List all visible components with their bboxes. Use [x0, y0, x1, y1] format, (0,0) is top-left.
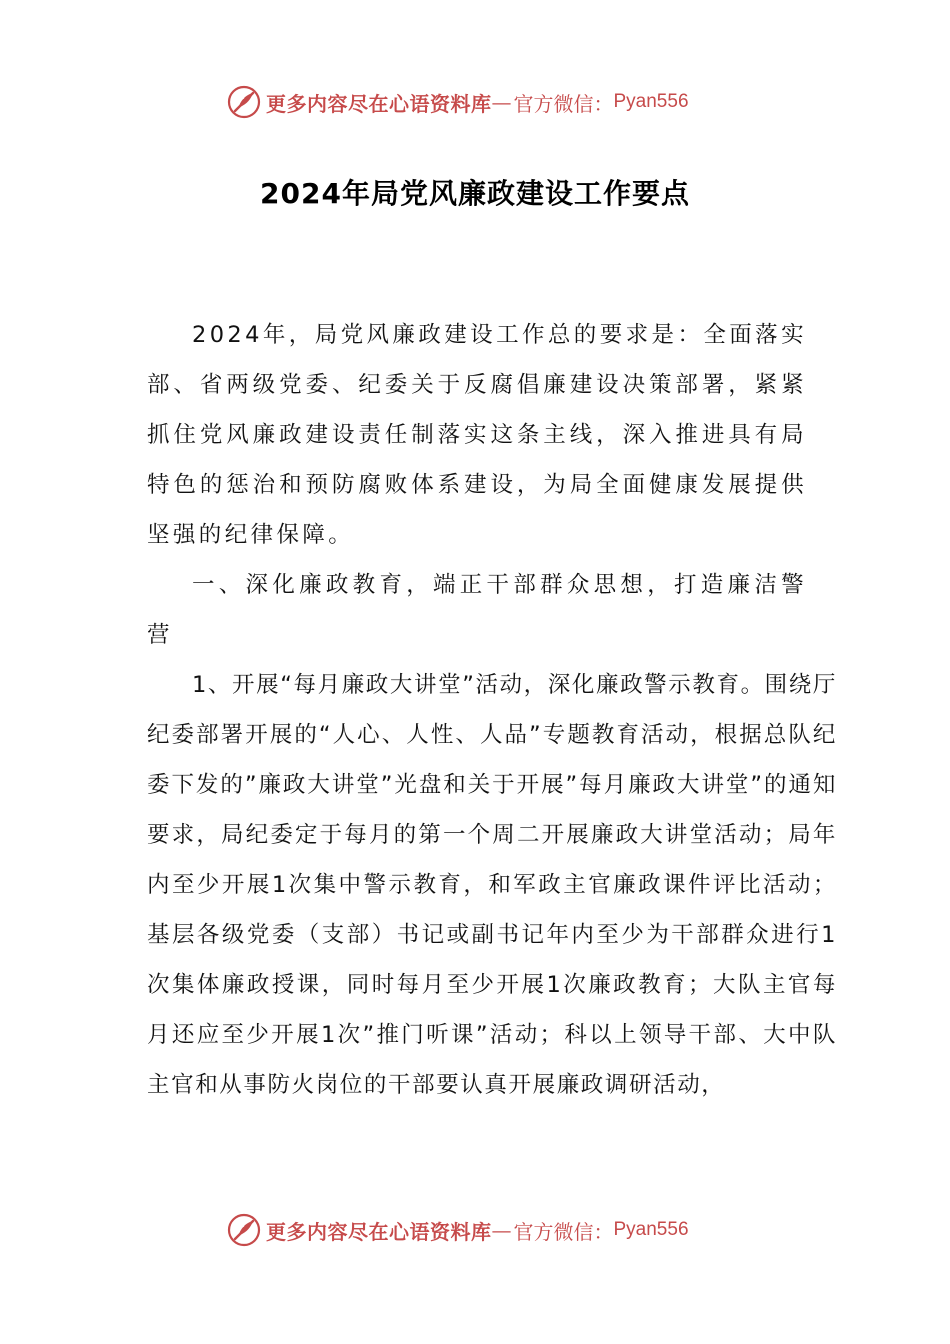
watermark-brand: 更多内容尽在心语资料库 [266, 91, 492, 116]
document-title: 2024年局党风廉政建设工作要点 [260, 177, 690, 210]
quill-logo-icon [226, 1212, 262, 1248]
watermark-wechat-label: 官方微信： [513, 1219, 614, 1244]
watermark-wechat-id: Pyan556 [613, 91, 689, 112]
document-body [147, 310, 837, 1110]
watermark-brand: 更多内容尽在心语资料库 [266, 1219, 492, 1244]
section-heading-1: 一、深化廉政教育，端正干部群众思想，打造廉洁警营 [147, 572, 807, 648]
header-watermark [226, 82, 689, 122]
watermark-separator: — [491, 1218, 512, 1242]
watermark-wechat-label: 官方微信： [513, 91, 614, 116]
paragraph-item-1: 1、开展“每月廉政大讲堂”活动，深化廉政警示教育。围绕厅纪委部署开展的“人心、人性、人品”专题教育活动，根据总队纪委下发的”廉政大讲堂”光盘和关于开展”每月廉政大讲堂”的通知要求，局纪委定于每月的第一个周二开展廉政大讲堂活动；局年内至少开展1次集中警示教育，和军政主官廉政课件评比活动；基层各级党委（支部）书记或副书记年内至少为干部群众进行1次集体廉政授课，同时每月至少开展1次廉政教育；大队主官每月还应至少开展1次”推门听课”活动；科以上领导干部、大中队主官和从事防火岗位的干部要认真开展廉政调研活动， [147, 672, 837, 1098]
paragraph-intro: 2024年，局党风廉政建设工作总的要求是：全面落实部、省两级党委、纪委关于反腐倡廉建设决策部署，紧紧抓住党风廉政建设责任制落实这条主线，深入推进具有局特色的惩治和预防腐败体系建设，为局全面健康发展提供坚强的纪律保障。 [147, 322, 807, 548]
quill-logo-icon [226, 84, 262, 120]
watermark-separator: — [491, 90, 512, 114]
watermark-wechat-id: Pyan556 [613, 1219, 689, 1240]
footer-watermark [226, 1210, 689, 1250]
